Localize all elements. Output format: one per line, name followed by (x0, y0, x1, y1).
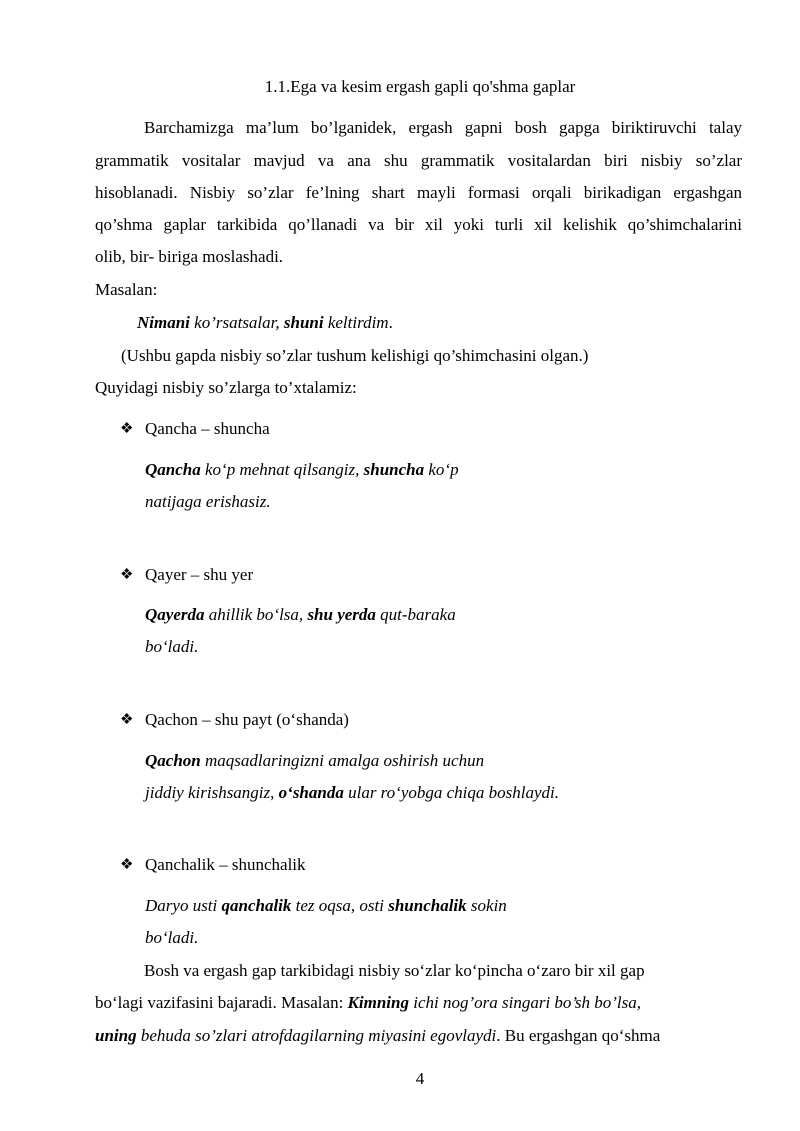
relative-word: Nimani (137, 313, 190, 332)
relative-word: Qachon (145, 751, 201, 770)
closing-line-2: bo‘lagi vazifasini bajaradi. Masalan: Kimning ichi nog’ora singari bo’sh bo’lsa, (95, 993, 642, 1012)
relative-word: Kimning (347, 993, 409, 1012)
section-title: 1.1.Ega va kesim ergash gapli qo'shma gaplar (264, 77, 576, 96)
intro-line-3: hisoblanadi. Nisbiy so’zlar fe’lning shart mayli formasi orqali birikadigan ergashgan (95, 183, 742, 202)
item-heading: Qayer – shu yer (145, 565, 254, 584)
list-intro: Quyidagi nisbiy so’zlarga to’xtalamiz: (95, 378, 357, 397)
item-example-line-2: bo‘ladi. (145, 928, 199, 947)
relative-word: o‘shanda (278, 783, 344, 802)
item-heading: Qachon – shu payt (o‘shanda) (145, 710, 349, 729)
example-sentence: Nimani ko’rsatsalar, shuni keltirdim. (137, 313, 393, 332)
relative-word: Qancha (145, 460, 201, 479)
page-number: 4 (415, 1069, 425, 1088)
item-example-line-2: jiddiy kirishsangiz, o‘shanda ular ro‘yobga chiqa boshlaydi. (145, 783, 559, 802)
closing-line-1: Bosh va ergash gap tarkibidagi nisbiy so‘zlar ko‘pincha o‘zaro bir xil gap (144, 961, 645, 980)
relative-word: shu yerda (307, 605, 376, 624)
item-example-line-1: Qancha ko‘p mehnat qilsangiz, shuncha ko‘p (145, 460, 459, 479)
relative-word: qanchalik (221, 896, 292, 915)
relative-word: uning (95, 1026, 137, 1045)
item-example-line-1: Daryo usti qanchalik tez oqsa, osti shunchalik sokin (145, 896, 507, 915)
bullet-diamond-icon: ❖ (120, 857, 134, 873)
bullet-diamond-icon: ❖ (120, 712, 134, 728)
intro-line-2: grammatik vositalar mavjud va ana shu grammatik vositalardan biri nisbiy so’zlar (95, 151, 742, 170)
example-note: (Ushbu gapda nisbiy so’zlar tushum kelishigi qo’shimchasini olgan.) (121, 346, 589, 365)
item-heading: Qancha – shuncha (145, 419, 270, 438)
item-example-line-1: Qachon maqsadlaringizni amalga oshirish uchun (145, 751, 485, 770)
closing-line-3: uning behuda so’zlari atrofdagilarning miyasini egovlaydi. Bu ergashgan qo‘shma (95, 1026, 661, 1045)
relative-word: shuni (283, 313, 324, 332)
item-example-line-1: Qayerda ahillik bo‘lsa, shu yerda qut-baraka (145, 605, 456, 624)
intro-line-5: olib, bir- biriga moslashadi. (95, 247, 284, 266)
item-heading: Qanchalik – shunchalik (145, 855, 306, 874)
bullet-diamond-icon: ❖ (120, 567, 134, 583)
item-example-line-2: natijaga erishasiz. (145, 492, 271, 511)
item-example-line-2: bo‘ladi. (145, 637, 199, 656)
masalan-label: Masalan: (95, 280, 158, 299)
intro-line-4: qo’shma gaplar tarkibida qo’llanadi va bir xil yoki turli xil kelishik qo’shimchalarini (95, 215, 742, 234)
relative-word: shuncha (363, 460, 425, 479)
relative-word: Qayerda (145, 605, 205, 624)
bullet-diamond-icon: ❖ (120, 421, 134, 437)
intro-line-1: Barchamizga ma’lum bo’lganidek, ergash gapni bosh gapga biriktiruvchi talay (144, 118, 742, 137)
relative-word: shunchalik (388, 896, 467, 915)
